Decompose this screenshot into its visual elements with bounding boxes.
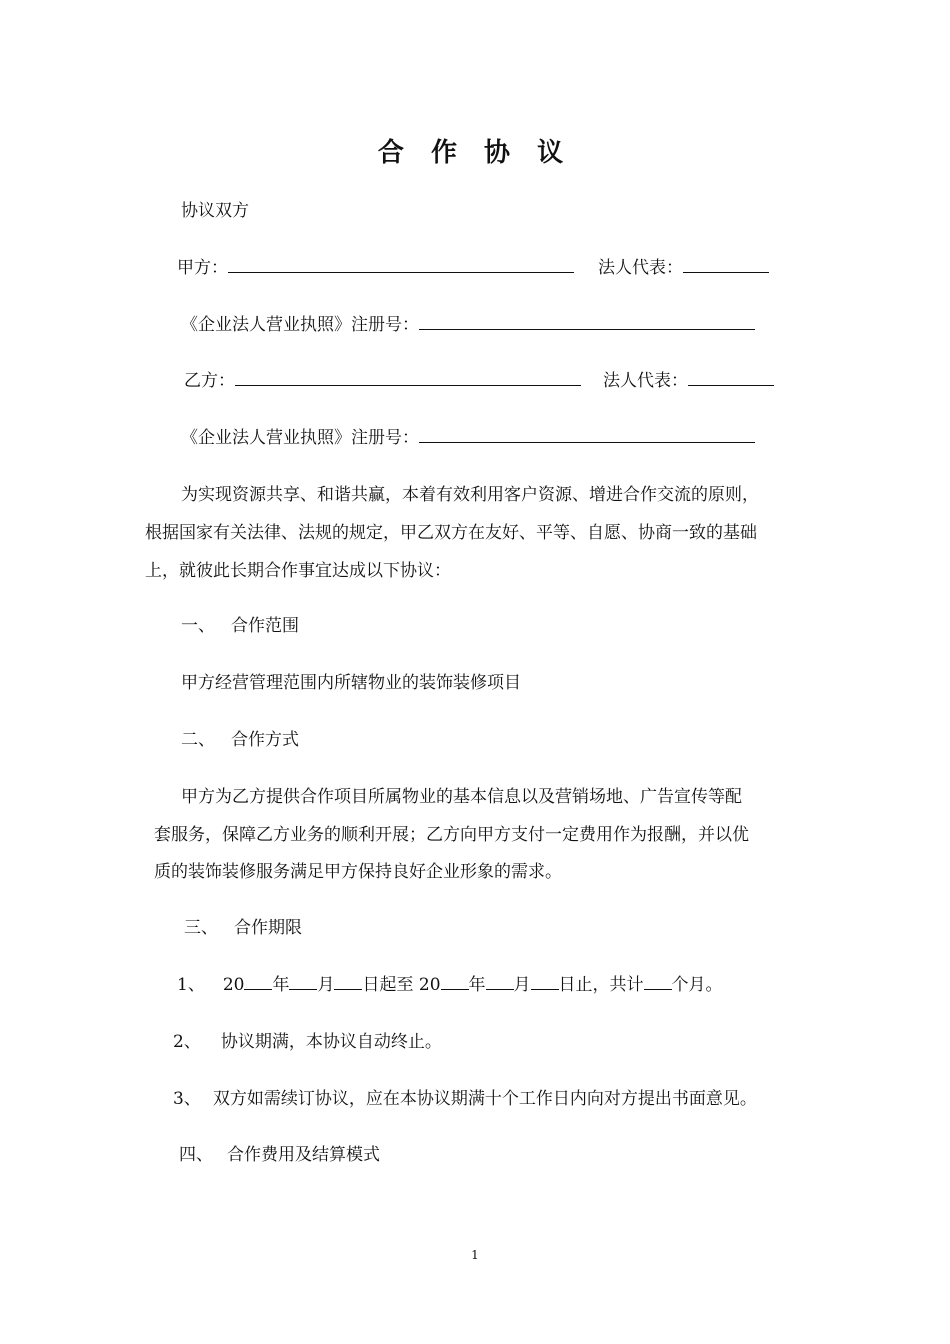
month-text: 月	[513, 975, 531, 995]
months-text: 个月。	[671, 975, 723, 995]
item-text: 协议期满，本协议自动终止。	[220, 1032, 442, 1052]
intro-line-1: 为实现资源共享、和谐共赢，本着有效利用客户资源、增进合作交流的原则，	[181, 485, 759, 505]
start-year-blank[interactable]	[244, 975, 272, 990]
item-number: 1、	[177, 975, 205, 995]
section-title: 合作期限	[234, 918, 302, 938]
section-number: 二、	[181, 730, 215, 750]
end-month-blank[interactable]	[486, 975, 514, 990]
intro-line-3: 上，就彼此长期合作事宜达成以下协议：	[145, 561, 451, 581]
section-1-body: 甲方经营管理范围内所辖物业的装饰装修项目	[181, 673, 521, 693]
section-2-heading	[181, 729, 299, 751]
legal-rep-label: 法人代表：	[603, 371, 688, 391]
party-b-license-row	[181, 427, 755, 449]
section-title: 合作方式	[231, 730, 299, 750]
item-number: 2、	[173, 1032, 201, 1052]
section-2-body-line-3: 质的装饰装修服务满足甲方保持良好企业形象的需求。	[154, 862, 562, 882]
legal-rep-label: 法人代表：	[598, 258, 683, 278]
term-item-2	[173, 1031, 442, 1053]
party-a-rep-blank[interactable]	[683, 258, 769, 273]
section-number: 一、	[181, 616, 215, 636]
term-item-1	[177, 974, 723, 996]
party-b-row	[184, 370, 581, 392]
license-label: 《企业法人营业执照》注册号：	[181, 315, 419, 335]
party-a-blank[interactable]	[228, 258, 574, 273]
year-text: 年	[468, 975, 486, 995]
party-b-label: 乙方：	[184, 371, 235, 391]
end-total-text: 日止，共计	[558, 975, 644, 995]
party-a-row	[177, 257, 574, 279]
party-a-license-row	[181, 314, 755, 336]
year-prefix: 20	[222, 975, 245, 995]
party-b-rep-blank[interactable]	[688, 371, 774, 386]
page-number: 1	[471, 1248, 479, 1262]
intro-line-2: 根据国家有关法律、法规的规定，甲乙双方在友好、平等、自愿、协商一致的基础	[145, 523, 757, 543]
year-text: 年	[272, 975, 290, 995]
section-2-body-line-1: 甲方为乙方提供合作项目所属物业的基本信息以及营销场地、广告宣传等配	[181, 787, 742, 807]
end-day-blank[interactable]	[531, 975, 559, 990]
party-b-rep-row	[603, 370, 774, 392]
section-3-heading	[184, 917, 302, 939]
party-b-blank[interactable]	[235, 371, 581, 386]
section-number: 三、	[184, 918, 218, 938]
month-text: 月	[317, 975, 335, 995]
parties-heading: 协议双方	[181, 201, 249, 221]
section-title: 合作费用及结算模式	[227, 1145, 380, 1165]
item-number: 3、	[173, 1089, 201, 1109]
end-year-blank[interactable]	[441, 975, 469, 990]
term-item-3	[173, 1088, 757, 1110]
start-month-blank[interactable]	[289, 975, 317, 990]
item-text: 双方如需续订协议，应在本协议期满十个工作日内向对方提出书面意见。	[212, 1089, 757, 1109]
section-title: 合作范围	[231, 616, 299, 636]
party-a-license-blank[interactable]	[419, 315, 755, 330]
document-title: 合 作 协 议	[377, 138, 573, 168]
day-to-text: 日起至 20	[362, 975, 441, 995]
section-4-heading	[179, 1144, 380, 1166]
section-number: 四、	[179, 1145, 213, 1165]
party-a-rep-row	[598, 257, 769, 279]
party-a-label: 甲方：	[177, 258, 228, 278]
license-label: 《企业法人营业执照》注册号：	[181, 428, 419, 448]
section-2-body-line-2: 套服务，保障乙方业务的顺利开展；乙方向甲方支付一定费用作为报酬，并以优	[154, 825, 749, 845]
start-day-blank[interactable]	[334, 975, 362, 990]
section-1-heading	[181, 615, 299, 637]
months-blank[interactable]	[644, 975, 672, 990]
party-b-license-blank[interactable]	[419, 428, 755, 443]
